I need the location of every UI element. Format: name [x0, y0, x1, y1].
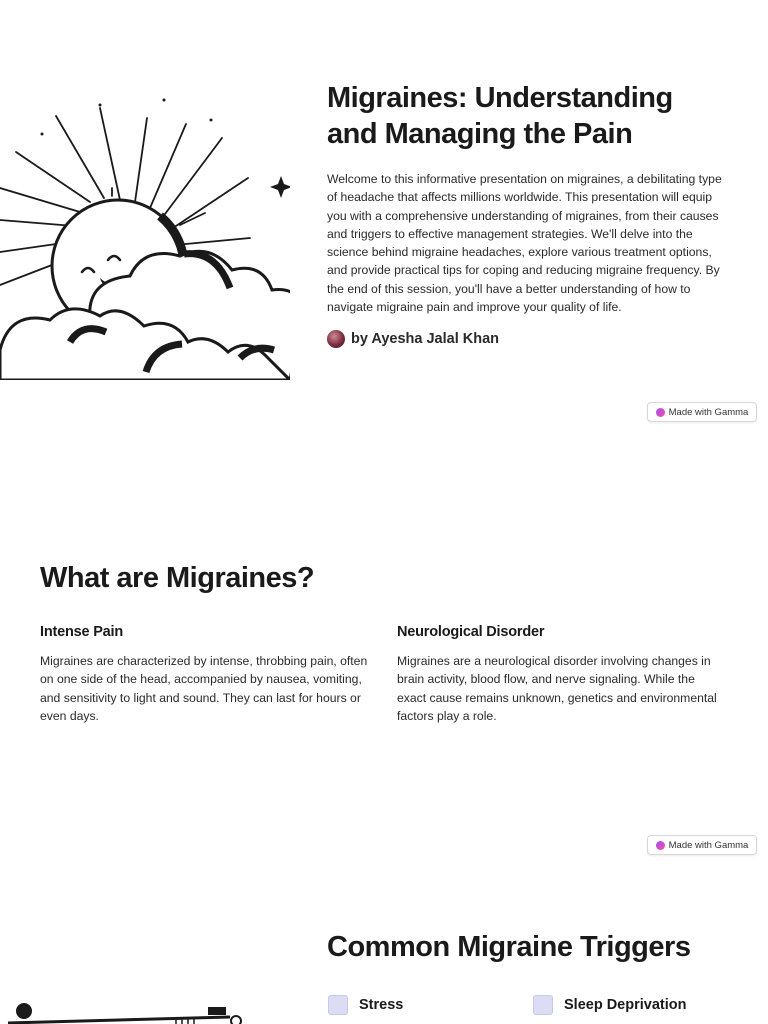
column-text: Migraines are characterized by intense, throbbing pain, often on one side of the head, accompanied by nausea, vomiting, and sensitivity to light and sound. They can last for hours or even days.	[40, 654, 368, 723]
author-avatar	[327, 330, 345, 348]
column-heading: Intense Pain	[40, 624, 124, 640]
made-with-gamma-button[interactable]	[647, 835, 757, 855]
trigger-item-sleep-deprivation	[533, 995, 686, 1015]
bottom-illustration	[0, 1003, 260, 1024]
gamma-logo-icon	[656, 408, 665, 417]
author-name: by Ayesha Jalal Khan	[351, 331, 500, 347]
author-byline	[327, 330, 499, 348]
sun-cloud-illustration	[0, 80, 290, 380]
made-with-gamma-button[interactable]	[647, 402, 757, 422]
gamma-logo-icon	[656, 841, 665, 850]
badge-label: Made with Gamma	[668, 839, 749, 851]
presentation-title: Migraines: Understanding and Managing the Pain	[327, 82, 673, 150]
trigger-label: Stress	[359, 997, 404, 1013]
trigger-item-stress	[328, 995, 403, 1015]
trigger-label: Sleep Deprivation	[564, 997, 687, 1013]
column-heading: Neurological Disorder	[397, 624, 545, 640]
checkbox-icon	[328, 995, 348, 1015]
column-intense-pain	[40, 624, 370, 725]
section-title: What are Migraines?	[40, 562, 315, 594]
checkbox-icon	[533, 995, 553, 1015]
what-are-migraines-slide	[0, 432, 768, 865]
triggers-slide	[0, 865, 768, 1024]
badge-label: Made with Gamma	[668, 406, 749, 418]
column-text: Migraines are a neurological disorder involving changes in brain activity, blood flow, and nerve signaling. While the exact cause remains unknown, genetics and environmental factors play a role.	[397, 654, 717, 723]
intro-paragraph: Welcome to this informative presentation on migraines, a debilitating type of headache that affects millions worldwide. This presentation will equip you with a comprehensive understanding of migraines, from their causes and triggers to effective management strategies. We'll delve into the science behind migraine headaches, explore various treatment options, and provide practical tips for coping and reducing migraine frequency. By the end of this session, you'll have a better understanding of how to navigate migraine pain and improve your quality of life.	[327, 172, 722, 315]
section-title: Common Migraine Triggers	[327, 931, 691, 963]
title-slide	[0, 0, 768, 432]
column-neurological-disorder	[397, 624, 727, 725]
